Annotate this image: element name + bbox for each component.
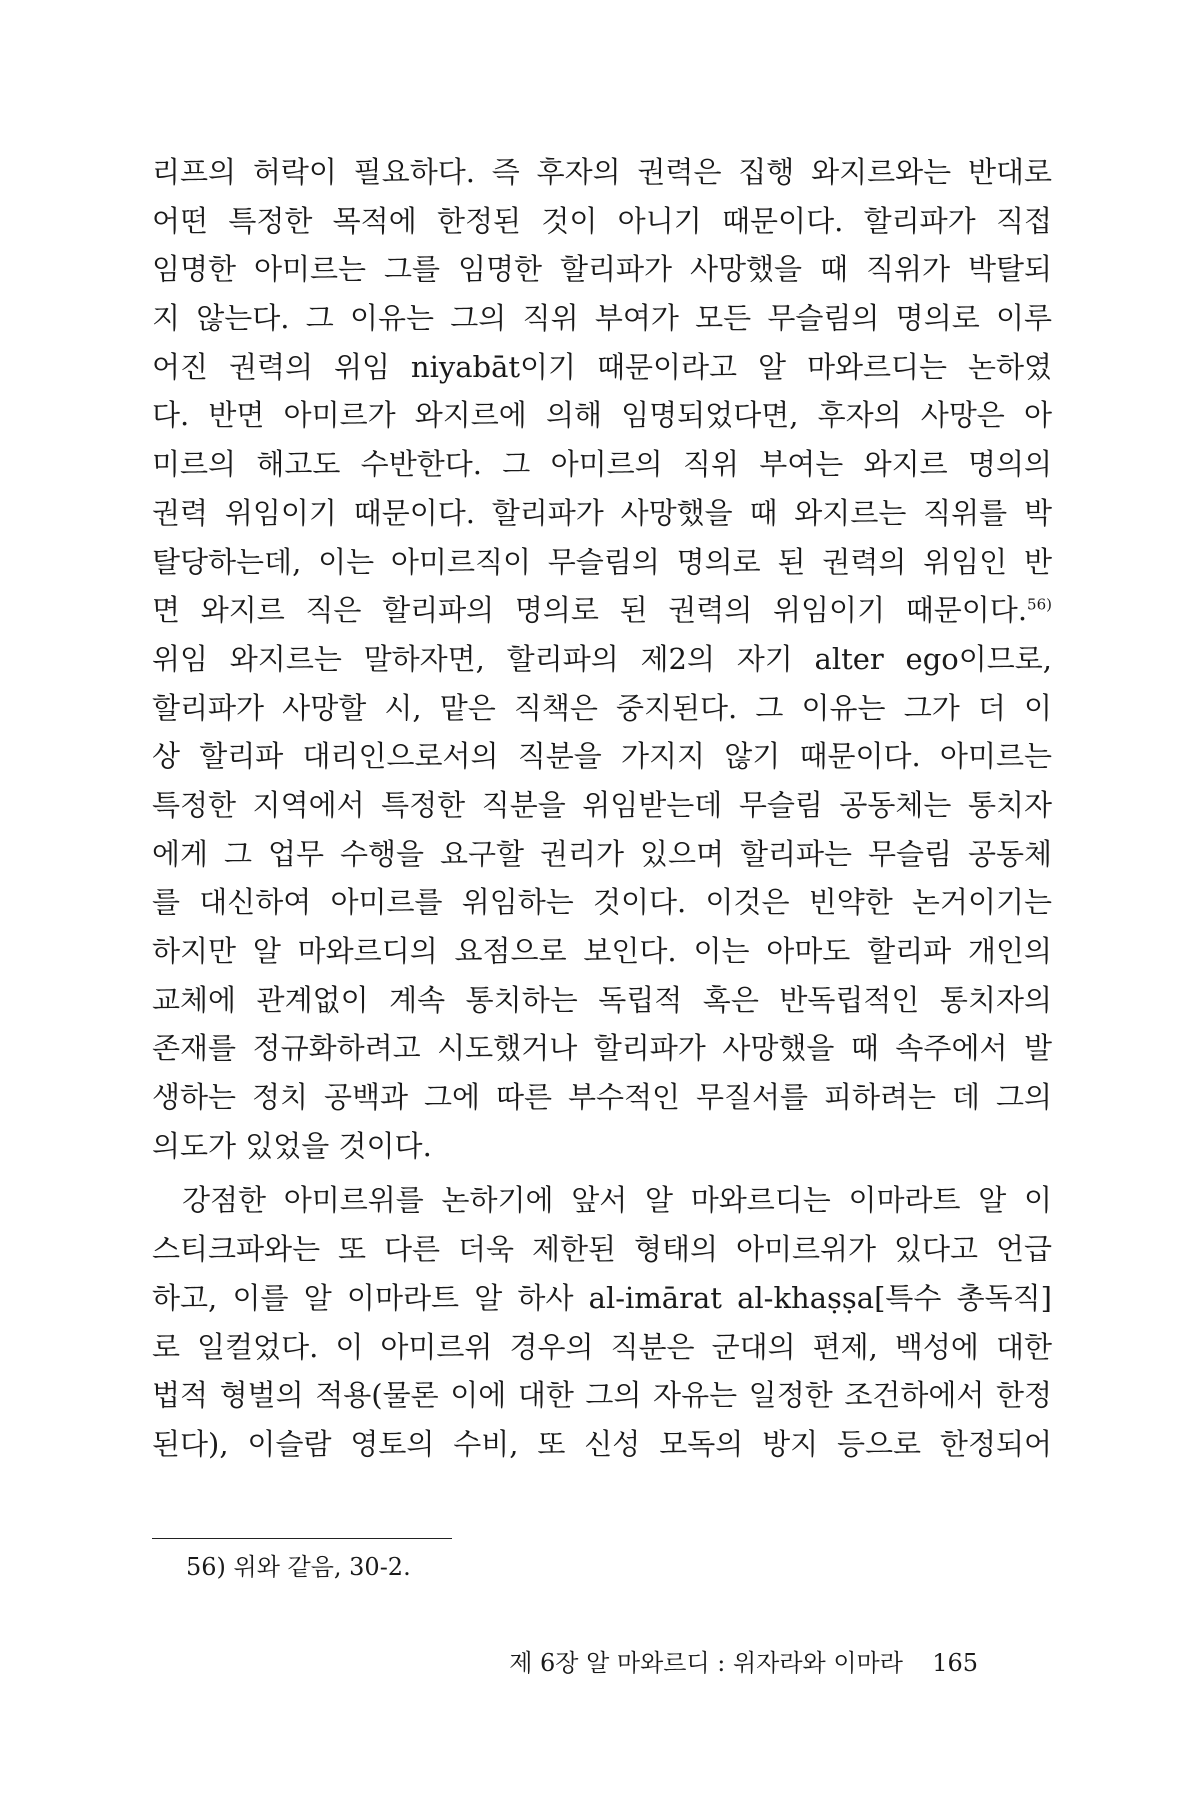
footnote-divider [152, 1538, 452, 1539]
footnote-reference: 56) [1027, 595, 1052, 614]
text-line: 하지만 알 마와르디의 요점으로 보인다. 이는 아마도 할리파 개인의 [152, 934, 1052, 968]
text-line: 임명한 아미르는 그를 임명한 할리파가 사망했을 때 직위가 박탈되 [152, 252, 1052, 287]
text-line: 다. 반면 아미르가 와지르에 의해 임명되었다면, 후자의 사망은 아 [152, 398, 1052, 433]
text-line-with-footnote [152, 586, 1052, 635]
text-line: 존재를 정규화하려고 시도했거나 할리파가 사망했을 때 속주에서 발 [152, 1031, 1052, 1066]
text-line: 할리파가 사망할 시, 맡은 직책은 중지된다. 그 이유는 그가 더 이 [152, 690, 1052, 725]
text-line: 지 않는다. 그 이유는 그의 직위 부여가 모든 무슬림의 명의로 이루 [152, 301, 1052, 336]
text-line: 된다), 이슬람 영토의 수비, 또 신성 모독의 방지 등으로 한정되어 [152, 1426, 1052, 1461]
paragraph-start-line: 강점한 아미르위를 논하기에 앞서 알 마와르디는 이마라트 알 이 [182, 1183, 1052, 1218]
text-line: 를 대신하여 아미르를 위임하는 것이다. 이것은 빈약한 논거이기는 [152, 885, 1052, 920]
text-line: 스티크파와는 또 다른 더욱 제한된 형태의 아미르위가 있다고 언급 [152, 1232, 1052, 1267]
text-line: 에게 그 업무 수행을 요구할 권리가 있으며 할리파는 무슬림 공동체 [152, 836, 1052, 871]
text-line: 교체에 관계없이 계속 통치하는 독립적 혹은 반독립적인 통치자의 [152, 982, 1052, 1017]
paragraph-end-line: 의도가 있었을 것이다. [152, 1128, 432, 1163]
text-line: 특정한 지역에서 특정한 직분을 위임받는데 무슬림 공동체는 통치자 [152, 787, 1052, 822]
text-line: 권력 위임이기 때문이다. 할리파가 사망했을 때 와지르는 직위를 박 [152, 495, 1052, 530]
text-line: 위임 와지르는 말하자면, 할리파의 제2의 자기 alter ego이므로, [152, 641, 1052, 676]
text-line: 어진 권력의 위임 niyabāt이기 때문이라고 알 마와르디는 논하였 [152, 349, 1052, 384]
page-number: 165 [932, 1649, 978, 1677]
text-line: 탈당하는데, 이는 아미르직이 무슬림의 명의로 된 권력의 위임인 반 [152, 544, 1052, 579]
text-line: 미르의 해고도 수반한다. 그 아미르의 직위 부여는 와지르 명의의 [152, 447, 1052, 482]
text-line: 상 할리파 대리인으로서의 직분을 가지지 않기 때문이다. 아미르는 [152, 739, 1052, 774]
text-line: 법적 형벌의 적용(물론 이에 대한 그의 자유는 일정한 조건하에서 한정 [152, 1378, 1052, 1413]
body-text [152, 148, 1052, 1469]
text-line: 어떤 특정한 목적에 한정된 것이 아니기 때문이다. 할리파가 직접 [152, 203, 1052, 238]
running-footer [509, 1648, 978, 1678]
text-line-content: 면 와지르 직은 할리파의 명의로 된 권력의 위임이기 때문이다. [152, 593, 1028, 628]
text-line: 리프의 허락이 필요하다. 즉 후자의 권력은 집행 와지르와는 반대로 [152, 155, 1052, 189]
text-line: 하고, 이를 알 이마라트 알 하사 al-imārat al-khaṣṣa[특수 총독직] [152, 1280, 1052, 1315]
footnote: 56) 위와 같음, 30-2. [186, 1553, 411, 1581]
text-line: 로 일컬었다. 이 아미르위 경우의 직분은 군대의 편제, 백성에 대한 [152, 1329, 1052, 1364]
chapter-title: 제 6장 알 마와르디 : 위자라와 이마라 [509, 1649, 903, 1677]
text-line: 생하는 정치 공백과 그에 따른 부수적인 무질서를 피하려는 데 그의 [152, 1080, 1052, 1115]
